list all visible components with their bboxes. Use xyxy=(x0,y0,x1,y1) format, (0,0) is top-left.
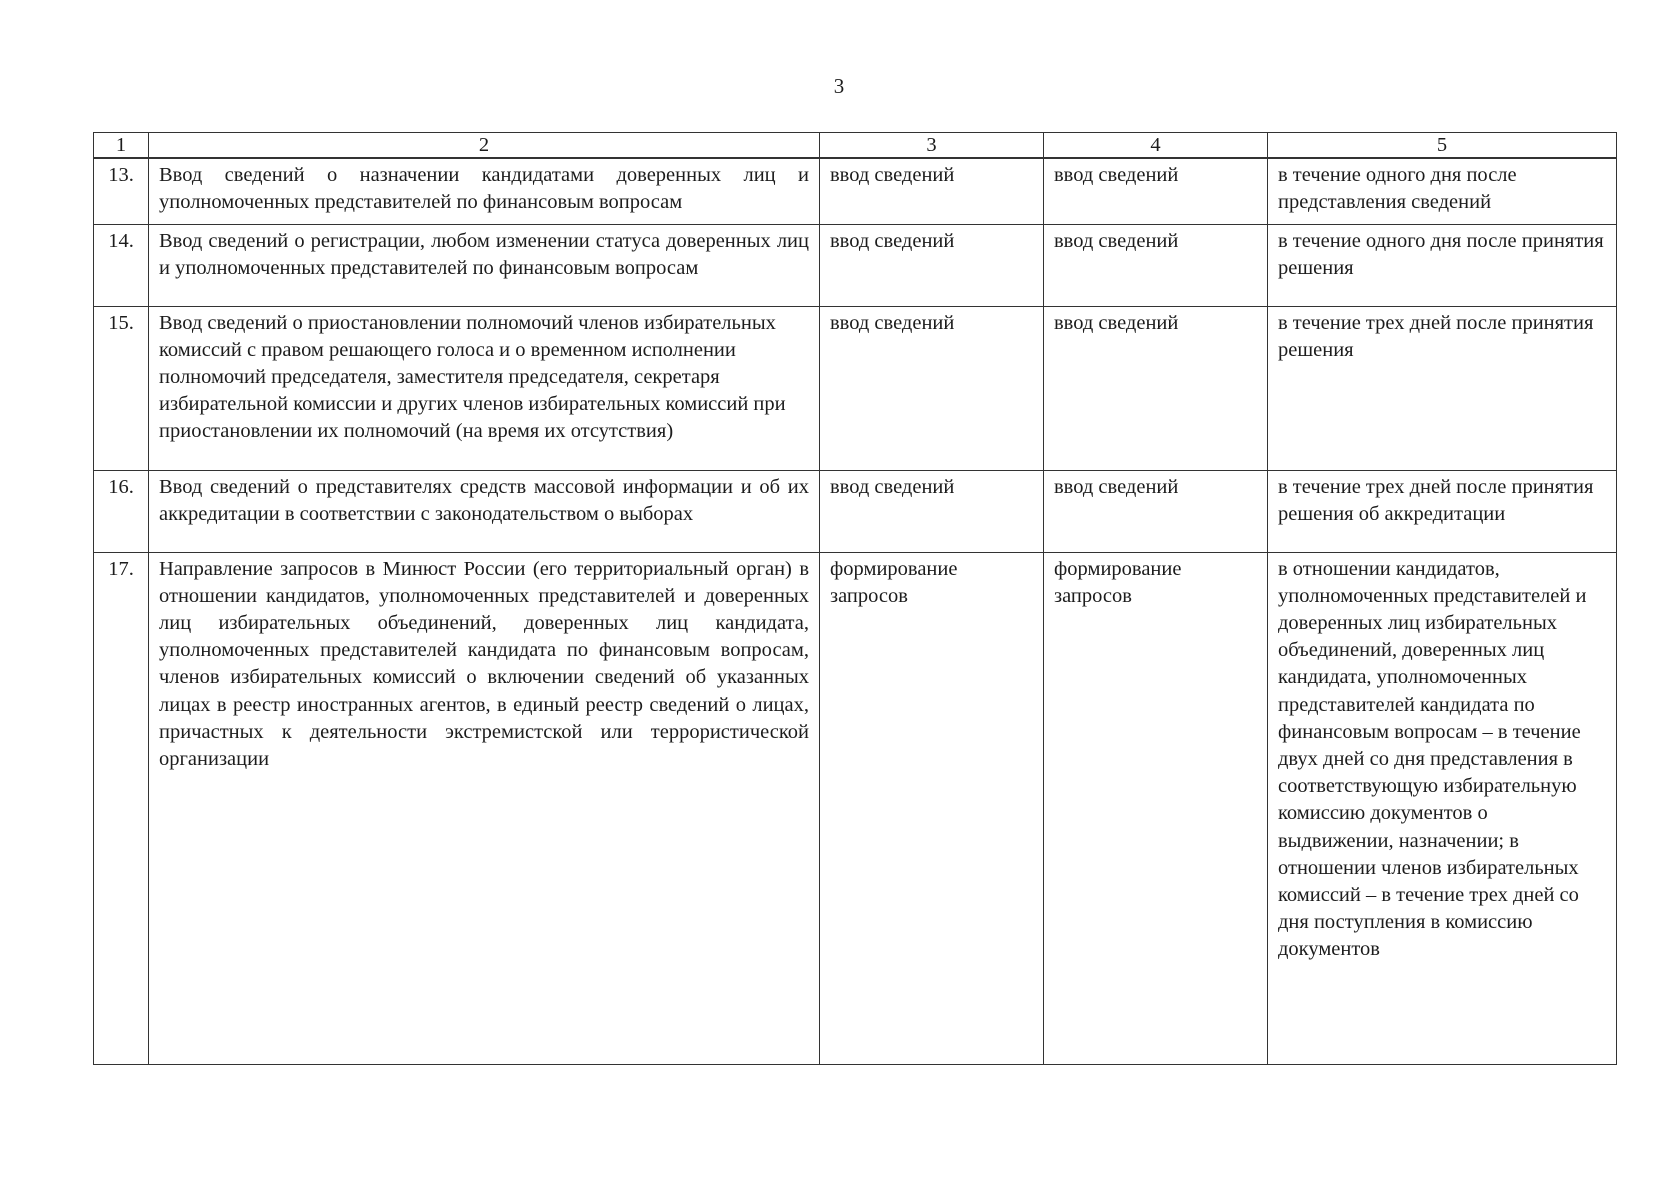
row-deadline: в течение трех дней после принятия решения об аккредитации xyxy=(1268,470,1617,552)
header-row xyxy=(94,133,1617,159)
row-action: Ввод сведений о регистрации, любом изменении статуса доверенных лиц и уполномоченных представителей по финансовым вопросам xyxy=(149,224,820,306)
header-col-3: 3 xyxy=(820,133,1044,159)
deadlines-table xyxy=(93,132,1617,1065)
row-action: Направление запросов в Минюст России (его территориальный орган) в отношении кандидатов, уполномоченных представителей и доверенных лиц избирательных объединений, доверенных лиц кандидата, уполномоченных представителей кандидата по финансовым вопросам, членов избирательных комиссий о включении сведений об указанных лицах в реестр иностранных агентов, в единый реестр сведений о лицах, причастных к деятельности экстремистской или террористической организации xyxy=(149,552,820,1064)
table-row xyxy=(94,552,1617,1064)
row-col3: ввод сведений xyxy=(820,158,1044,224)
row-deadline: в течение одного дня после принятия решения xyxy=(1268,224,1617,306)
row-col4: ввод сведений xyxy=(1044,306,1268,470)
table-row xyxy=(94,306,1617,470)
row-action: Ввод сведений о представителях средств массовой информации и об их аккредитации в соответствии с законодательством о выборах xyxy=(149,470,820,552)
header-col-2: 2 xyxy=(149,133,820,159)
row-col4: формирование запросов xyxy=(1044,552,1268,1064)
table-row xyxy=(94,158,1617,224)
table-row xyxy=(94,224,1617,306)
row-col4: ввод сведений xyxy=(1044,224,1268,306)
table-body xyxy=(94,158,1617,1064)
header-col-1: 1 xyxy=(94,133,149,159)
header-col-4: 4 xyxy=(1044,133,1268,159)
row-number: 13. xyxy=(94,158,149,224)
row-action: Ввод сведений о назначении кандидатами доверенных лиц и уполномоченных представителей по финансовым вопросам xyxy=(149,158,820,224)
row-deadline: в отношении кандидатов, уполномоченных представителей и доверенных лиц избирательных объединений, доверенных лиц кандидата, уполномоченных представителей кандидата по финансовым вопросам – в течение двух дней со дня представления в соответствующую избирательную комиссию документов о выдвижении, назначении; в отношении членов избирательных комиссий – в течение трех дней со дня поступления в комиссию документов xyxy=(1268,552,1617,1064)
row-col3: формирование запросов xyxy=(820,552,1044,1064)
row-col3: ввод сведений xyxy=(820,470,1044,552)
row-col3: ввод сведений xyxy=(820,306,1044,470)
row-deadline: в течение одного дня после представления сведений xyxy=(1268,158,1617,224)
row-number: 17. xyxy=(94,552,149,1064)
row-action: Ввод сведений о приостановлении полномочий членов избирательных комиссий с правом решающего голоса и о временном исполнении полномочий председателя, заместителя председателя, секретаря избирательной комиссии и других членов избирательных комиссий при приостановлении их полномочий (на время их отсутствия) xyxy=(149,306,820,470)
table-row xyxy=(94,470,1617,552)
row-col4: ввод сведений xyxy=(1044,470,1268,552)
table-header xyxy=(94,133,1617,159)
row-col4: ввод сведений xyxy=(1044,158,1268,224)
page-number: 3 xyxy=(833,74,845,98)
row-col3: ввод сведений xyxy=(820,224,1044,306)
row-number: 16. xyxy=(94,470,149,552)
header-col-5: 5 xyxy=(1268,133,1617,159)
row-number: 15. xyxy=(94,306,149,470)
row-deadline: в течение трех дней после принятия решения xyxy=(1268,306,1617,470)
row-number: 14. xyxy=(94,224,149,306)
